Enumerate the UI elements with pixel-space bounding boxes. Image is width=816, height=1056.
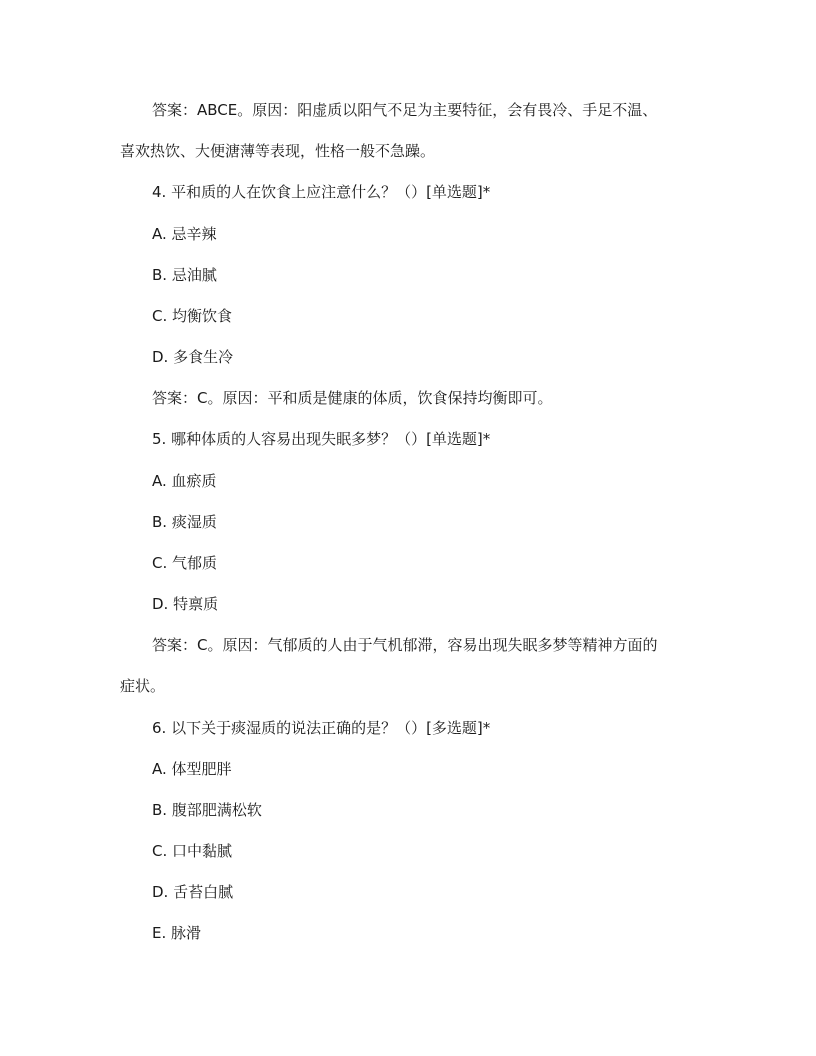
answer-3-line-1: 答案：ABCE。原因：阳虚质以阳气不足为主要特征，会有畏冷、手足不温、 (152, 101, 658, 119)
question-5-option-c: C. 气郁质 (152, 554, 218, 572)
question-5: 5. 哪种体质的人容易出现失眠多梦？（）[单选题]* (152, 430, 491, 448)
answer-5-line-1: 答案：C。原因：气郁质的人由于气机郁滞，容易出现失眠多梦等精神方面的 (152, 636, 658, 654)
question-4-option-a: A. 忌辛辣 (152, 225, 217, 243)
question-5-option-d: D. 特禀质 (152, 595, 219, 613)
answer-3-line-2: 喜欢热饮、大便溏薄等表现，性格一般不急躁。 (120, 142, 436, 160)
question-4-option-c: C. 均衡饮食 (152, 307, 233, 325)
question-5-option-b: B. 痰湿质 (152, 513, 217, 531)
question-6: 6. 以下关于痰湿质的说法正确的是？（）[多选题]* (152, 719, 491, 737)
question-4-option-d: D. 多食生冷 (152, 348, 234, 366)
question-6-option-b: B. 腹部肥满松软 (152, 801, 262, 819)
question-5-option-a: A. 血瘀质 (152, 472, 217, 490)
answer-5-line-2: 症状。 (120, 677, 166, 695)
question-6-option-a: A. 体型肥胖 (152, 760, 232, 778)
question-4: 4. 平和质的人在饮食上应注意什么？（）[单选题]* (152, 183, 491, 201)
answer-4: 答案：C。原因：平和质是健康的体质，饮食保持均衡即可。 (152, 389, 553, 407)
question-6-option-c: C. 口中黏腻 (152, 842, 233, 860)
question-6-option-d: D. 舌苔白腻 (152, 883, 234, 901)
question-4-option-b: B. 忌油腻 (152, 266, 217, 284)
question-6-option-e: E. 脉滑 (152, 924, 202, 942)
